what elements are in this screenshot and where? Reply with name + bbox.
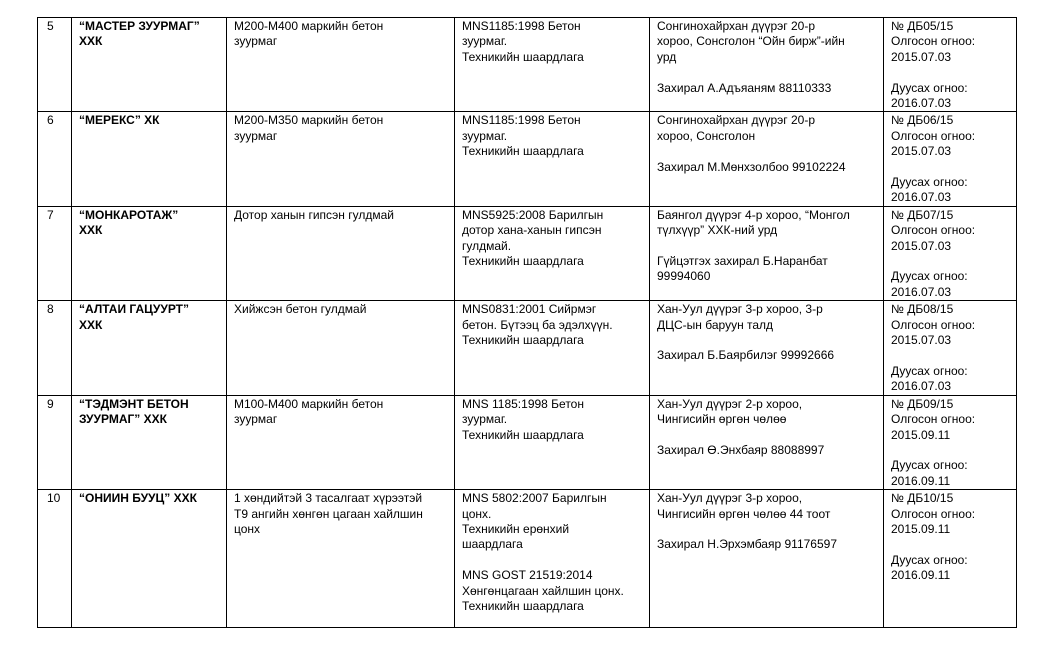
standard-reference-cell [455,301,650,395]
address-contact-cell [650,18,884,112]
certificate-info-line: Олгосон огноо: [891,317,976,332]
standard-reference-line: бетон. Бүтээц ба эдэлхүүн. [462,317,613,332]
address-contact-line: Хан-Уул дүүрэг 3-р хороо, [657,491,803,506]
standard-reference-line: MNS5925:2008 Барилгын [462,207,604,222]
certificate-info-line: Дуусах огноо: [891,552,968,567]
certificate-info-line: 2016.09.11 [891,473,951,488]
table-body [38,18,1017,628]
certificate-info-line: 2015.07.03 [891,49,952,64]
standard-reference-line: Техникийн шаардлага [462,144,584,159]
certificate-info-line: 2016.07.03 [891,284,952,299]
standard-reference-line: MNS 1185:1998 Бетон [462,396,584,411]
address-contact-cell [650,490,884,628]
standard-reference-line: дотор хана-ханын гипсэн [462,223,602,238]
product-name-line: M200-M400 маркийн бетон [234,19,384,33]
certificate-info-cell [884,490,1017,628]
table-row [38,18,1017,112]
certificate-info-line: № ДБ08/15 [891,302,954,317]
row-number: 6 [47,113,54,128]
address-contact-line: Чингисийн өргөн чөлөө [657,412,787,427]
standard-reference-line: MNS1185:1998 Бетон [462,113,581,128]
address-contact-line: Сонгинохайрхан дүүрэг 20-р [657,19,816,33]
standard-reference-line: цонх. [462,506,492,521]
standard-reference-line [462,553,642,568]
organization-name-line: ХХК [79,223,103,238]
product-name-line: цонх [234,521,261,536]
certificate-info-line [891,537,1009,552]
certificate-info-line: Дуусах огноо: [891,175,968,190]
organization-name-line: “ТЭДМЭНТ БЕТОН [79,396,189,411]
address-contact-cell [650,395,884,489]
product-name-line: M100-M400 маркийн бетон [234,396,384,411]
product-name-line: Хийжсэн бетон гулдмай [234,302,367,317]
table-row [38,301,1017,395]
organization-name-cell [72,206,227,300]
row-number-cell [38,206,72,300]
standard-reference-line: Техникийн шаардлага [462,427,584,442]
certificate-info-line: Олгосон огноо: [891,34,976,49]
certificate-info-line: 2015.07.03 [891,333,952,348]
product-name-cell [227,490,455,628]
address-contact-line: Хан-Уул дүүрэг 2-р хороо, [657,396,803,411]
address-contact-line: урд [657,49,677,64]
certificate-info-line: № ДБ05/15 [891,19,954,33]
standard-reference-cell [455,112,650,206]
row-number: 8 [47,302,54,317]
certificate-info-line: 2015.07.03 [891,144,952,159]
address-contact-line: 99994060 [657,269,711,284]
standard-reference-line: Техникийн ерөнхий [462,521,570,536]
address-contact-line: түлхүүр” ХХК-ний урд [657,223,778,238]
organization-name-cell [72,395,227,489]
organization-name-cell [72,490,227,628]
row-number-cell [38,301,72,395]
certificate-info-line [891,443,1009,458]
certificate-info-line: Дуусах огноо: [891,458,968,473]
address-contact-line: ДЦС-ын баруун талд [657,317,774,332]
product-name-cell [227,206,455,300]
table-row [38,206,1017,300]
product-name-line: M200-M350 маркийн бетон [234,113,384,128]
certificate-info-line: № ДБ10/15 [891,491,954,506]
organization-name-cell [72,112,227,206]
standard-reference-line: MNS GOST 21519:2014 [462,568,593,583]
standard-reference-line: гулдмай. [462,238,512,253]
certificate-info-line [891,65,1009,80]
row-number-cell [38,112,72,206]
certificate-info-cell [884,206,1017,300]
certificate-info-cell [884,18,1017,112]
certificate-info-line: 2016.07.03 [891,190,952,205]
organization-name-line: ХХК [79,34,103,49]
certificate-info-line: Олгосон огноо: [891,223,976,238]
table-row [38,490,1017,628]
certificate-info-line: 2016.07.03 [891,379,952,394]
certificate-info-line: Олгосон огноо: [891,412,976,427]
standard-reference-cell [455,18,650,112]
organization-name-cell [72,18,227,112]
certificate-info-cell [884,301,1017,395]
standard-reference-line: шаардлага [462,537,523,552]
address-contact-line: Баянгол дүүрэг 4-р хороо, “Монгол [657,207,850,222]
row-number: 9 [47,396,54,411]
certificate-info-line [891,348,1009,363]
product-name-cell [227,18,455,112]
standard-reference-line: MNS 5802:2007 Барилгын [462,491,607,506]
address-contact-line [657,239,876,254]
certificate-info-line: Олгосон огноо: [891,128,976,143]
address-contact-cell [650,206,884,300]
row-number-cell [38,395,72,489]
organization-name-line: ЗУУРМАГ” ХХК [79,412,167,427]
address-contact-cell [650,112,884,206]
certificate-info-line: Олгосон огноо: [891,506,976,521]
address-contact-line: Захирал Ө.Энхбаяр 88088997 [657,442,825,457]
certificate-info-cell [884,395,1017,489]
address-contact-line: хороо, Сонсголон [657,128,756,143]
organization-name-line: “МОНКАРОТАЖ” [79,207,179,222]
address-contact-line [657,428,876,443]
organization-name-line: “АЛТАИ ГАЦУУРТ” [79,302,190,317]
product-name-line: T9 ангийн хөнгөн цагаан хайлшин [234,506,423,521]
row-number: 7 [47,207,54,222]
address-contact-line: Захирал А.Адъяаням 88110333 [657,80,832,95]
address-contact-line: Захирал Н.Эрхэмбаяр 91176597 [657,537,837,552]
standard-reference-line: Хөнгөнцагаан хайлшин цонх. [462,583,624,598]
certificate-table [37,17,1017,628]
row-number-cell [38,490,72,628]
table-row [38,112,1017,206]
certificate-info-line [891,160,1009,175]
address-contact-line [657,522,876,537]
standard-reference-line: Техникийн шаардлага [462,254,584,269]
row-number: 5 [47,19,54,33]
certificate-info-line: Дуусах огноо: [891,269,968,284]
organization-name-line: “МЕРЕКС” ХК [79,113,160,128]
certificate-info-line [891,254,1009,269]
address-contact-line [657,65,876,80]
address-contact-line: Захирал Б.Баярбилэг 99992666 [657,348,835,363]
product-name-cell [227,301,455,395]
address-contact-line: Чингисийн өргөн чөлөө 44 тоот [657,506,831,521]
standard-reference-cell [455,395,650,489]
address-contact-line: хороо, Сонсголон “Ойн бирж”-ийн [657,34,845,49]
standard-reference-line: Техникийн шаардлага [462,598,584,613]
table-row [38,395,1017,489]
organization-name-line: “МАСТЕР ЗУУРМАГ” [79,19,200,33]
product-name-line: 1 хөндийтэй 3 тасалгаат хүрээтэй [234,491,423,506]
certificate-info-line: № ДБ09/15 [891,396,954,411]
standard-reference-line: зуурмаг. [462,34,508,49]
address-contact-line: Хан-Уул дүүрэг 3-р хороо, 3-р [657,302,823,317]
standard-reference-line: MNS0831:2001 Сийрмэг [462,302,597,317]
row-number: 10 [47,491,61,506]
certificate-info-line: 2015.09.11 [891,427,951,442]
certificate-info-line: 2015.07.03 [891,238,952,253]
address-contact-line: Гүйцэтгэх захирал Б.Наранбат [657,254,828,269]
address-contact-line [657,333,876,348]
product-name-line: зуурмаг [234,34,278,49]
certificate-info-line: 2015.09.11 [891,521,951,536]
certificate-info-line: Дуусах огноо: [891,363,968,378]
certificate-info-line: 2016.07.03 [891,96,952,111]
product-name-line: зуурмаг [234,412,278,427]
address-contact-line [657,144,876,159]
product-name-line: Дотор ханын гипсэн гулдмай [234,207,395,222]
standard-reference-cell [455,490,650,628]
product-name-line: зуурмаг [234,128,278,143]
certificate-info-cell [884,112,1017,206]
address-contact-line: Захирал М.Мөнхзолбоо 99102224 [657,159,846,174]
organization-name-line: “ОНИИН БУУЦ” ХХК [79,491,197,506]
certificate-info-line: № ДБ06/15 [891,113,954,128]
standard-reference-cell [455,206,650,300]
standard-reference-line: Техникийн шаардлага [462,49,584,64]
standard-reference-line: Техникийн шаардлага [462,333,584,348]
standard-reference-line: зуурмаг. [462,412,508,427]
address-contact-line: Сонгинохайрхан дүүрэг 20-р [657,113,816,128]
standard-reference-line: MNS1185:1998 Бетон [462,19,581,33]
product-name-cell [227,112,455,206]
certificate-info-line: Дуусах огноо: [891,80,968,95]
product-name-cell [227,395,455,489]
row-number-cell [38,18,72,112]
organization-name-cell [72,301,227,395]
certificate-info-line: 2016.09.11 [891,568,951,583]
certificate-info-line: № ДБ07/15 [891,207,954,222]
standard-reference-line: зуурмаг. [462,128,508,143]
organization-name-line: ХХК [79,317,103,332]
address-contact-cell [650,301,884,395]
